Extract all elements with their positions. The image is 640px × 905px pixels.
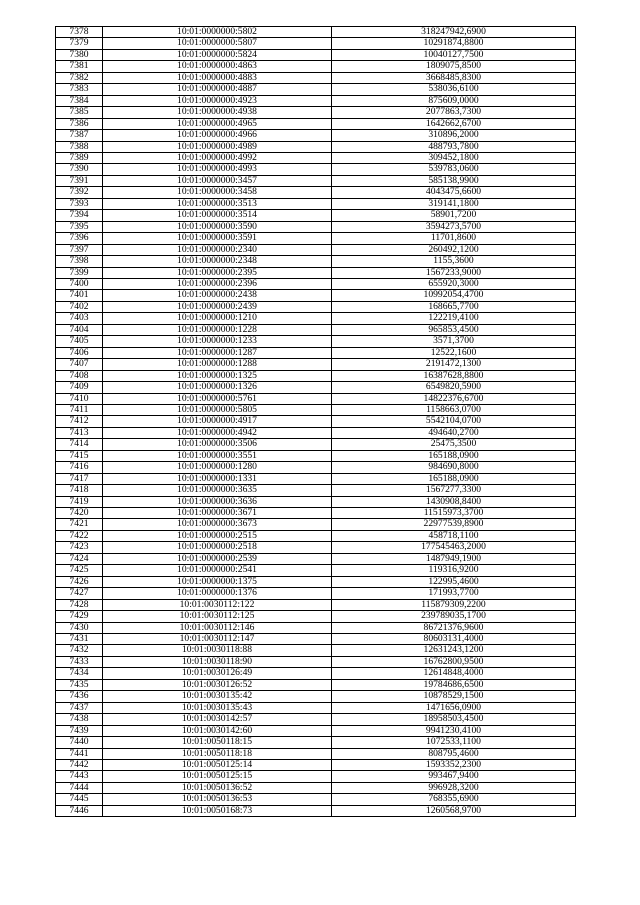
row-number-cell: 7386 [56, 118, 103, 129]
row-number-cell: 7385 [56, 107, 103, 118]
table-row [56, 576, 576, 587]
row-number-cell: 7400 [56, 278, 103, 289]
table-row [56, 427, 576, 438]
table-row [56, 462, 576, 473]
table-row [56, 714, 576, 725]
table-row [56, 725, 576, 736]
value-cell: 1430908,8400 [332, 496, 576, 507]
table-row [56, 473, 576, 484]
row-number-cell: 7410 [56, 393, 103, 404]
row-number-cell: 7401 [56, 290, 103, 301]
cadastral-number-cell: 10:01:0000000:1375 [103, 576, 332, 587]
value-cell: 239789035,1700 [332, 611, 576, 622]
value-cell: 309452,1800 [332, 152, 576, 163]
table-row [56, 542, 576, 553]
row-number-cell: 7397 [56, 244, 103, 255]
row-number-cell: 7423 [56, 542, 103, 553]
cadastral-number-cell: 10:01:0000000:1287 [103, 347, 332, 358]
table-row [56, 107, 576, 118]
cadastral-number-cell: 10:01:0000000:3513 [103, 198, 332, 209]
cadastral-number-cell: 10:01:0000000:2518 [103, 542, 332, 553]
value-cell: 3668485,8300 [332, 72, 576, 83]
table-row [56, 359, 576, 370]
table-row [56, 38, 576, 49]
table-row [56, 382, 576, 393]
row-number-cell: 7445 [56, 794, 103, 805]
row-number-cell: 7435 [56, 679, 103, 690]
table-row [56, 771, 576, 782]
value-cell: 16387628,8800 [332, 370, 576, 381]
cadastral-number-cell: 10:01:0000000:4883 [103, 72, 332, 83]
row-number-cell: 7383 [56, 84, 103, 95]
value-cell: 1155,3600 [332, 256, 576, 267]
table-row [56, 748, 576, 759]
row-number-cell: 7418 [56, 485, 103, 496]
cadastral-number-cell: 10:01:0030118:90 [103, 656, 332, 667]
table-row [56, 760, 576, 771]
cadastral-number-cell: 10:01:0000000:3457 [103, 175, 332, 186]
cadastral-number-cell: 10:01:0000000:3506 [103, 439, 332, 450]
table-row [56, 404, 576, 415]
table-row [56, 175, 576, 186]
value-cell: 11701,8600 [332, 233, 576, 244]
value-cell: 984690,8000 [332, 462, 576, 473]
row-number-cell: 7412 [56, 416, 103, 427]
value-cell: 996928,3200 [332, 782, 576, 793]
table-row [56, 49, 576, 60]
table-row [56, 313, 576, 324]
table-row [56, 702, 576, 713]
cadastral-number-cell: 10:01:0050125:15 [103, 771, 332, 782]
table-row [56, 611, 576, 622]
cadastral-number-cell: 10:01:0000000:3514 [103, 210, 332, 221]
cadastral-number-cell: 10:01:0000000:5805 [103, 404, 332, 415]
table-row [56, 679, 576, 690]
cadastral-number-cell: 10:01:0000000:1325 [103, 370, 332, 381]
table-row [56, 187, 576, 198]
cadastral-number-cell: 10:01:0000000:3673 [103, 519, 332, 530]
value-cell: 768355,6900 [332, 794, 576, 805]
value-cell: 115879309,2200 [332, 599, 576, 610]
row-number-cell: 7399 [56, 267, 103, 278]
row-number-cell: 7446 [56, 805, 103, 816]
value-cell: 539783,0600 [332, 164, 576, 175]
table-row [56, 416, 576, 427]
table-row [56, 95, 576, 106]
cadastral-number-cell: 10:01:0000000:1331 [103, 473, 332, 484]
row-number-cell: 7379 [56, 38, 103, 49]
table-row [56, 324, 576, 335]
row-number-cell: 7409 [56, 382, 103, 393]
value-cell: 165188,0900 [332, 473, 576, 484]
row-number-cell: 7405 [56, 336, 103, 347]
value-cell: 10992054,4700 [332, 290, 576, 301]
table-row [56, 152, 576, 163]
row-number-cell: 7378 [56, 27, 103, 38]
row-number-cell: 7421 [56, 519, 103, 530]
value-cell: 1567277,3300 [332, 485, 576, 496]
value-cell: 1072533,1100 [332, 737, 576, 748]
cadastral-number-cell: 10:01:0000000:1326 [103, 382, 332, 393]
row-number-cell: 7417 [56, 473, 103, 484]
table-row [56, 336, 576, 347]
cadastral-number-cell: 10:01:0000000:4917 [103, 416, 332, 427]
table-row [56, 737, 576, 748]
table-row [56, 450, 576, 461]
table-row [56, 805, 576, 816]
row-number-cell: 7419 [56, 496, 103, 507]
table-row [56, 782, 576, 793]
cadastral-number-cell: 10:01:0000000:1233 [103, 336, 332, 347]
row-number-cell: 7407 [56, 359, 103, 370]
row-number-cell: 7388 [56, 141, 103, 152]
row-number-cell: 7389 [56, 152, 103, 163]
cadastral-number-cell: 10:01:0000000:3671 [103, 508, 332, 519]
cadastral-number-cell: 10:01:0000000:3551 [103, 450, 332, 461]
value-cell: 5542104,0700 [332, 416, 576, 427]
cadastral-number-cell: 10:01:0030112:122 [103, 599, 332, 610]
value-cell: 1487949,1900 [332, 553, 576, 564]
cadastral-number-cell: 10:01:0030142:60 [103, 725, 332, 736]
row-number-cell: 7433 [56, 656, 103, 667]
table-row [56, 27, 576, 38]
value-cell: 6549820,5900 [332, 382, 576, 393]
value-cell: 10291874,8800 [332, 38, 576, 49]
table-row [56, 656, 576, 667]
row-number-cell: 7396 [56, 233, 103, 244]
cadastral-number-cell: 10:01:0000000:1228 [103, 324, 332, 335]
table-row [56, 634, 576, 645]
table-row [56, 622, 576, 633]
table-row [56, 668, 576, 679]
row-number-cell: 7439 [56, 725, 103, 736]
cadastral-number-cell: 10:01:0050118:18 [103, 748, 332, 759]
value-cell: 1158663,0700 [332, 404, 576, 415]
cadastral-number-cell: 10:01:0000000:1376 [103, 588, 332, 599]
value-cell: 22977539,8900 [332, 519, 576, 530]
row-number-cell: 7438 [56, 714, 103, 725]
value-cell: 1593352,2300 [332, 760, 576, 771]
table-row [56, 278, 576, 289]
row-number-cell: 7384 [56, 95, 103, 106]
value-cell: 16762800,9500 [332, 656, 576, 667]
row-number-cell: 7392 [56, 187, 103, 198]
table-row [56, 508, 576, 519]
value-cell: 3594273,5700 [332, 221, 576, 232]
value-cell: 808795,4600 [332, 748, 576, 759]
cadastral-number-cell: 10:01:0000000:3590 [103, 221, 332, 232]
table-row [56, 794, 576, 805]
cadastral-number-cell: 10:01:0030135:42 [103, 691, 332, 702]
value-cell: 171993,7700 [332, 588, 576, 599]
value-cell: 1642662,6700 [332, 118, 576, 129]
value-cell: 19784686,6500 [332, 679, 576, 690]
value-cell: 993467,9400 [332, 771, 576, 782]
cadastral-number-cell: 10:01:0000000:2439 [103, 301, 332, 312]
value-cell: 12614848,4000 [332, 668, 576, 679]
cadastral-number-cell: 10:01:0000000:2438 [103, 290, 332, 301]
table-row [56, 84, 576, 95]
cadastral-number-cell: 10:01:0000000:2340 [103, 244, 332, 255]
row-number-cell: 7406 [56, 347, 103, 358]
table-row [56, 301, 576, 312]
cadastral-number-cell: 10:01:0000000:4966 [103, 130, 332, 141]
value-cell: 585138,9900 [332, 175, 576, 186]
cadastral-number-cell: 10:01:0000000:4923 [103, 95, 332, 106]
table-row [56, 61, 576, 72]
row-number-cell: 7444 [56, 782, 103, 793]
value-cell: 165188,0900 [332, 450, 576, 461]
table-row [56, 439, 576, 450]
row-number-cell: 7398 [56, 256, 103, 267]
row-number-cell: 7382 [56, 72, 103, 83]
cadastral-number-cell: 10:01:0030135:43 [103, 702, 332, 713]
table-row [56, 496, 576, 507]
value-cell: 1260568,9700 [332, 805, 576, 816]
row-number-cell: 7390 [56, 164, 103, 175]
cadastral-number-cell: 10:01:0000000:5761 [103, 393, 332, 404]
row-number-cell: 7408 [56, 370, 103, 381]
table-row [56, 118, 576, 129]
cadastral-number-cell: 10:01:0030126:52 [103, 679, 332, 690]
cadastral-number-cell: 10:01:0000000:1288 [103, 359, 332, 370]
row-number-cell: 7416 [56, 462, 103, 473]
row-number-cell: 7381 [56, 61, 103, 72]
row-number-cell: 7422 [56, 530, 103, 541]
cadastral-number-cell: 10:01:0000000:5802 [103, 27, 332, 38]
row-number-cell: 7440 [56, 737, 103, 748]
cadastral-number-cell: 10:01:0000000:4965 [103, 118, 332, 129]
value-cell: 1471656,0900 [332, 702, 576, 713]
table-row [56, 691, 576, 702]
value-cell: 80603131,4000 [332, 634, 576, 645]
table-row [56, 198, 576, 209]
cadastral-number-cell: 10:01:0000000:1210 [103, 313, 332, 324]
cadastral-number-cell: 10:01:0000000:4989 [103, 141, 332, 152]
row-number-cell: 7425 [56, 565, 103, 576]
row-number-cell: 7424 [56, 553, 103, 564]
value-cell: 494640,2700 [332, 427, 576, 438]
table-row [56, 599, 576, 610]
row-number-cell: 7380 [56, 49, 103, 60]
value-cell: 11515973,3700 [332, 508, 576, 519]
value-cell: 119316,9200 [332, 565, 576, 576]
table-row [56, 244, 576, 255]
cadastral-number-cell: 10:01:0000000:5824 [103, 49, 332, 60]
cadastral-number-cell: 10:01:0000000:3591 [103, 233, 332, 244]
row-number-cell: 7420 [56, 508, 103, 519]
cadastral-number-cell: 10:01:0000000:4863 [103, 61, 332, 72]
value-cell: 1567233,9000 [332, 267, 576, 278]
cadastral-number-cell: 10:01:0050118:15 [103, 737, 332, 748]
cadastral-number-cell: 10:01:0000000:3635 [103, 485, 332, 496]
cadastral-number-cell: 10:01:0050125:14 [103, 760, 332, 771]
value-cell: 655920,3000 [332, 278, 576, 289]
row-number-cell: 7403 [56, 313, 103, 324]
value-cell: 875609,0000 [332, 95, 576, 106]
value-cell: 260492,1200 [332, 244, 576, 255]
cadastral-number-cell: 10:01:0030112:125 [103, 611, 332, 622]
cadastral-number-cell: 10:01:0000000:2515 [103, 530, 332, 541]
row-number-cell: 7443 [56, 771, 103, 782]
table-row [56, 210, 576, 221]
row-number-cell: 7426 [56, 576, 103, 587]
cadastral-number-cell: 10:01:0030112:147 [103, 634, 332, 645]
row-number-cell: 7394 [56, 210, 103, 221]
cadastral-number-cell: 10:01:0000000:4942 [103, 427, 332, 438]
row-number-cell: 7442 [56, 760, 103, 771]
value-cell: 12522,1600 [332, 347, 576, 358]
table-row [56, 485, 576, 496]
row-number-cell: 7432 [56, 645, 103, 656]
row-number-cell: 7387 [56, 130, 103, 141]
cadastral-number-cell: 10:01:0050168:73 [103, 805, 332, 816]
table-body [56, 27, 576, 817]
cadastral-number-cell: 10:01:0000000:5807 [103, 38, 332, 49]
row-number-cell: 7427 [56, 588, 103, 599]
table-row [56, 141, 576, 152]
row-number-cell: 7415 [56, 450, 103, 461]
cadastral-number-cell: 10:01:0000000:2396 [103, 278, 332, 289]
value-cell: 458718,1100 [332, 530, 576, 541]
value-cell: 14822376,6700 [332, 393, 576, 404]
row-number-cell: 7437 [56, 702, 103, 713]
cadastral-number-cell: 10:01:0000000:1280 [103, 462, 332, 473]
cadastral-number-cell: 10:01:0030126:49 [103, 668, 332, 679]
row-number-cell: 7436 [56, 691, 103, 702]
table-row [56, 645, 576, 656]
value-cell: 12631243,1200 [332, 645, 576, 656]
value-cell: 177545463,2000 [332, 542, 576, 553]
row-number-cell: 7431 [56, 634, 103, 645]
cadastral-table [55, 26, 576, 817]
value-cell: 168665,7700 [332, 301, 576, 312]
row-number-cell: 7411 [56, 404, 103, 415]
row-number-cell: 7434 [56, 668, 103, 679]
row-number-cell: 7402 [56, 301, 103, 312]
row-number-cell: 7404 [56, 324, 103, 335]
table-row [56, 588, 576, 599]
cadastral-number-cell: 10:01:0050136:52 [103, 782, 332, 793]
value-cell: 9941230,4100 [332, 725, 576, 736]
cadastral-number-cell: 10:01:0000000:2539 [103, 553, 332, 564]
value-cell: 318247942,6900 [332, 27, 576, 38]
row-number-cell: 7441 [56, 748, 103, 759]
row-number-cell: 7430 [56, 622, 103, 633]
cadastral-number-cell: 10:01:0000000:4992 [103, 152, 332, 163]
table-row [56, 347, 576, 358]
cadastral-number-cell: 10:01:0000000:4887 [103, 84, 332, 95]
cadastral-number-cell: 10:01:0000000:3458 [103, 187, 332, 198]
value-cell: 86721376,9600 [332, 622, 576, 633]
row-number-cell: 7391 [56, 175, 103, 186]
value-cell: 58901,7200 [332, 210, 576, 221]
cadastral-number-cell: 10:01:0000000:4938 [103, 107, 332, 118]
value-cell: 25475,3500 [332, 439, 576, 450]
row-number-cell: 7429 [56, 611, 103, 622]
table-row [56, 519, 576, 530]
table-row [56, 233, 576, 244]
cadastral-number-cell: 10:01:0050136:53 [103, 794, 332, 805]
cadastral-number-cell: 10:01:0000000:2541 [103, 565, 332, 576]
value-cell: 10878529,1500 [332, 691, 576, 702]
value-cell: 122995,4600 [332, 576, 576, 587]
row-number-cell: 7395 [56, 221, 103, 232]
row-number-cell: 7393 [56, 198, 103, 209]
value-cell: 18958503,4500 [332, 714, 576, 725]
value-cell: 2191472,1300 [332, 359, 576, 370]
value-cell: 319141,1800 [332, 198, 576, 209]
table-row [56, 256, 576, 267]
row-number-cell: 7428 [56, 599, 103, 610]
row-number-cell: 7414 [56, 439, 103, 450]
table-row [56, 290, 576, 301]
cadastral-number-cell: 10:01:0000000:3636 [103, 496, 332, 507]
value-cell: 122219,4100 [332, 313, 576, 324]
cadastral-number-cell: 10:01:0030118:88 [103, 645, 332, 656]
table-row [56, 370, 576, 381]
value-cell: 538036,6100 [332, 84, 576, 95]
cadastral-number-cell: 10:01:0030112:146 [103, 622, 332, 633]
cadastral-number-cell: 10:01:0000000:4993 [103, 164, 332, 175]
value-cell: 488793,7800 [332, 141, 576, 152]
value-cell: 4043475,6600 [332, 187, 576, 198]
table-row [56, 267, 576, 278]
value-cell: 2077863,7300 [332, 107, 576, 118]
cadastral-number-cell: 10:01:0030142:57 [103, 714, 332, 725]
table-row [56, 553, 576, 564]
table-row [56, 164, 576, 175]
row-number-cell: 7413 [56, 427, 103, 438]
table-row [56, 565, 576, 576]
table-row [56, 130, 576, 141]
table-row [56, 72, 576, 83]
table-row [56, 530, 576, 541]
value-cell: 1809075,8500 [332, 61, 576, 72]
cadastral-number-cell: 10:01:0000000:2395 [103, 267, 332, 278]
value-cell: 3571,3700 [332, 336, 576, 347]
table-row [56, 221, 576, 232]
table-row [56, 393, 576, 404]
value-cell: 10040127,7500 [332, 49, 576, 60]
value-cell: 965853,4500 [332, 324, 576, 335]
value-cell: 310896,2000 [332, 130, 576, 141]
cadastral-number-cell: 10:01:0000000:2348 [103, 256, 332, 267]
